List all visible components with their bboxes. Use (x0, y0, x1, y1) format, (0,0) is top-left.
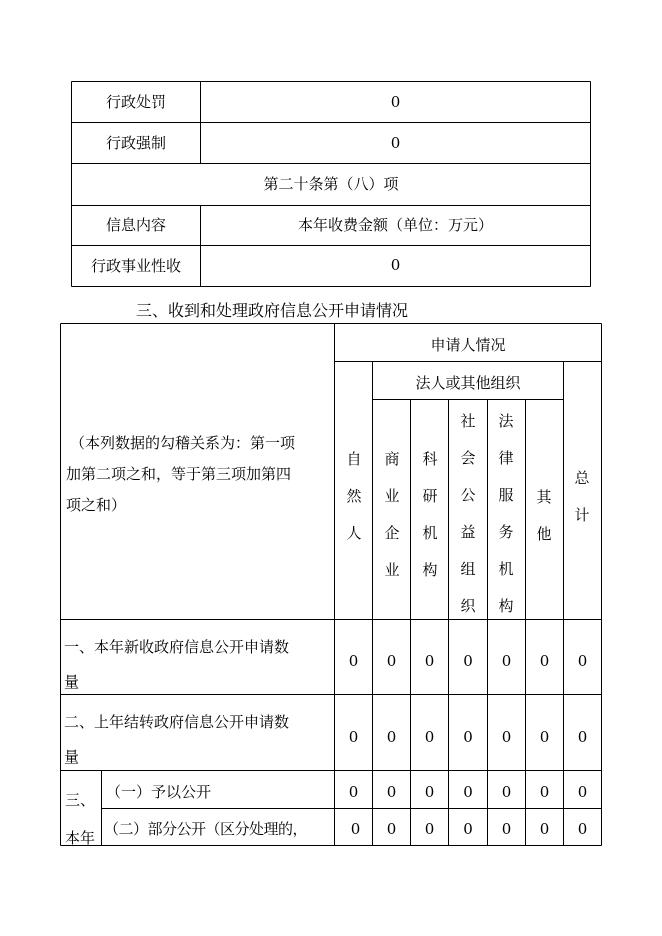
row3b-value: 0 (501, 820, 512, 838)
table1-row-label: 行政处罚 (105, 93, 166, 111)
row3b-value: 0 (577, 820, 588, 838)
info-content-header: 信息内容 (105, 216, 166, 234)
row3a-label: （一）予以公开 (106, 783, 212, 801)
row1-value: 0 (386, 652, 397, 670)
row3b-value: 0 (386, 820, 397, 838)
note-line: 加第二项之和，等于第三项加第四 (66, 465, 292, 483)
fee-amount-header: 本年收费金额（单位：万元） (297, 216, 493, 234)
row3b-value: 0 (539, 820, 550, 838)
row1-value: 0 (539, 652, 550, 670)
col-header-total: 总 计 (574, 469, 590, 524)
row3b-value: 0 (350, 820, 361, 838)
col-header-other: 其 他 (536, 488, 552, 543)
note-line: 项之和） (66, 496, 127, 514)
row2-value: 0 (424, 728, 435, 746)
fee-row-value: 0 (390, 256, 401, 274)
applicant-header: 申请人情况 (430, 336, 506, 354)
row3-group-label: 三、 本年 (65, 791, 96, 847)
row2-value: 0 (348, 728, 359, 746)
row3a-value: 0 (348, 783, 359, 801)
col-header-social-welfare: 社 会 公 益 组 织 (460, 412, 476, 615)
row1-label: 一、本年新收政府信息公开申请数 量 (64, 638, 290, 691)
col-header-research: 科 研 机 构 (422, 450, 438, 579)
row1-value: 0 (501, 652, 512, 670)
org-header: 法人或其他组织 (415, 374, 521, 392)
row2-value: 0 (501, 728, 512, 746)
fee-row-label: 行政事业性收 (90, 257, 181, 275)
row3b-value: 0 (463, 820, 473, 838)
note-line: （本列数据的勾稽关系为：第一项 (70, 434, 296, 452)
table1-row-label: 行政强制 (105, 134, 166, 152)
row2-value: 0 (577, 728, 588, 746)
row3a-value: 0 (501, 783, 512, 801)
row2-value: 0 (386, 728, 397, 746)
section-header: 第二十条第（八）项 (263, 175, 399, 193)
row2-label: 二、上年结转政府信息公开申请数 量 (64, 713, 290, 766)
row3a-value: 0 (424, 783, 435, 801)
row3a-value: 0 (386, 783, 397, 801)
table1-row-value: 0 (390, 93, 401, 111)
col-header-legal-service: 法 律 服 务 机 构 (498, 412, 514, 615)
row3a-value: 0 (539, 783, 550, 801)
row1-value: 0 (348, 652, 359, 670)
row1-value: 0 (463, 652, 473, 670)
row3b-label: （二）部分公开（区分处理的， (104, 820, 308, 838)
row3a-value: 0 (577, 783, 588, 801)
col-header-commercial: 商 业 企 业 (384, 450, 400, 579)
row3a-value: 0 (463, 783, 473, 801)
section3-title: 三、收到和处理政府信息公开申请情况 (136, 301, 409, 320)
col-header-natural-person: 自 然 人 (346, 450, 362, 542)
row3b-value: 0 (424, 820, 435, 838)
table1-row-value: 0 (390, 134, 401, 152)
row1-value: 0 (577, 652, 588, 670)
row1-value: 0 (424, 652, 435, 670)
row2-value: 0 (463, 728, 473, 746)
row2-value: 0 (539, 728, 550, 746)
